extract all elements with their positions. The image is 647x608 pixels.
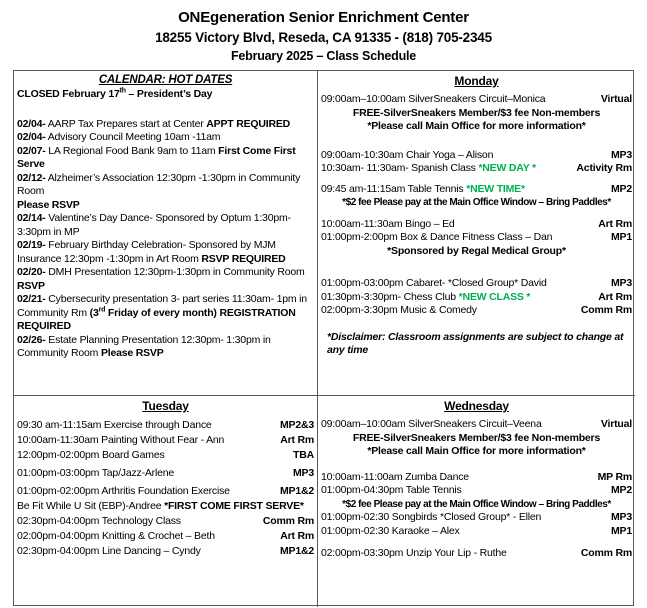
room-label: Virtual bbox=[600, 93, 632, 105]
schedule-row bbox=[321, 547, 632, 561]
room-label: MP1&2 bbox=[279, 485, 314, 497]
wednesday-cell bbox=[318, 396, 635, 607]
hot-date-item: 02/20- DMH Presentation 12:30pm-1:30pm in Community Room RSVP bbox=[17, 266, 305, 292]
schedule-row bbox=[17, 544, 314, 559]
event-text: 01:00pm-02:00pm Arthritis Foundation Exercise bbox=[17, 485, 230, 497]
schedule-row bbox=[321, 511, 632, 525]
note-line: *$2 fee Please pay at the Main Office Window – Bring Paddles* bbox=[342, 197, 611, 208]
schedule-subtitle: February 2025 – Class Schedule bbox=[230, 49, 417, 63]
hot-date-item: CLOSED February 17th – President’s Day bbox=[17, 87, 213, 100]
hot-date-item: 02/21- Cybersecurity presentation 3- part series 11:30am- 1pm in Community Rm (3rd Friday of every month) REGISTRATION REQUIRED bbox=[17, 293, 307, 332]
room-label: Art Rm bbox=[598, 290, 632, 303]
room-label: MP1&2 bbox=[279, 545, 314, 557]
room-label: MP3 bbox=[611, 148, 632, 161]
event-text: Be Fit While U Sit (EBP)-Andree *FIRST COME FIRST SERVE* bbox=[17, 500, 304, 512]
hot-date-item: 02/12- Alzheimer’s Association 12:30pm -1:30pm in Community Room bbox=[17, 171, 301, 197]
schedule-row bbox=[321, 471, 632, 485]
schedule-row bbox=[321, 484, 632, 498]
schedule-row bbox=[17, 514, 314, 529]
schedule-table bbox=[13, 70, 634, 606]
spacer bbox=[321, 176, 632, 183]
room-label: MP Rm bbox=[597, 470, 632, 483]
schedule-row bbox=[17, 499, 314, 514]
tuesday-lines bbox=[17, 418, 314, 559]
document-header bbox=[0, 0, 647, 63]
room-label: Activity Rm bbox=[576, 162, 632, 174]
tuesday-cell bbox=[14, 396, 318, 607]
room-label: Art Rm bbox=[280, 434, 314, 446]
monday-title: Monday bbox=[454, 74, 499, 88]
event-text: 01:00pm-02:30 Songbirds *Closed Group* - Ellen bbox=[321, 511, 542, 523]
event-text: 12:00pm-02:00pm Board Games bbox=[17, 449, 165, 461]
hot-dates-lines bbox=[17, 88, 314, 361]
spacer bbox=[17, 102, 314, 118]
note-line: FREE-SilverSneakers Member/$3 fee Non-members bbox=[352, 431, 601, 444]
schedule-row bbox=[17, 448, 314, 463]
schedule-row bbox=[17, 529, 314, 544]
room-label: Virtual bbox=[600, 418, 632, 430]
room-label: MP3 bbox=[611, 511, 632, 523]
event-text: 09:30 am-11:15am Exercise through Dance bbox=[17, 419, 212, 431]
note-line: *Please call Main Office for more information* bbox=[367, 445, 586, 457]
hot-dates-cell bbox=[14, 71, 318, 396]
room-label: TBA bbox=[293, 449, 314, 461]
room-label: MP1 bbox=[611, 231, 632, 243]
disclaimer-note: *Disclaimer: Classroom assignments are subject to change at any time bbox=[327, 330, 624, 356]
event-text: 09:00am-10:30am Chair Yoga – Alison bbox=[321, 148, 494, 161]
room-label: Art Rm bbox=[280, 530, 314, 542]
tuesday-title: Tuesday bbox=[142, 399, 189, 413]
event-text: 09:00am–10:00am SilverSneakers Circuit–Veena bbox=[321, 418, 542, 430]
schedule-row bbox=[321, 304, 632, 318]
spacer bbox=[321, 459, 632, 471]
note-line: *Please call Main Office for more information* bbox=[367, 120, 586, 132]
schedule-row bbox=[321, 291, 632, 305]
event-text: 10:00am-11:30am Bingo – Ed bbox=[321, 217, 455, 230]
spacer bbox=[321, 538, 632, 547]
event-text: 10:30am- 11:30am- Spanish Class *NEW DAY * bbox=[321, 162, 536, 174]
event-text: 10:00am-11:30am Painting Without Fear - Ann bbox=[17, 434, 225, 446]
room-label: MP2 bbox=[611, 484, 632, 496]
hot-date-item: Please RSVP bbox=[17, 198, 80, 211]
event-text: 01:30pm-3:30pm- Chess Club *NEW CLASS * bbox=[321, 290, 531, 303]
note-line: *$2 fee Please pay at the Main Office Window – Bring Paddles* bbox=[342, 498, 611, 510]
event-text: 01:00pm-03:00pm Cabaret- *Closed Group* David bbox=[321, 277, 547, 289]
hot-dates-title: CALENDAR: HOT DATES bbox=[98, 74, 233, 86]
event-text: 01:00pm-04:30pm Table Tennis bbox=[321, 484, 462, 496]
wednesday-lines bbox=[321, 418, 632, 561]
room-label: Comm Rm bbox=[580, 547, 632, 559]
schedule-row bbox=[321, 149, 632, 163]
event-text: 10:00am-11:00am Zumba Dance bbox=[321, 470, 469, 483]
note-line: FREE-SilverSneakers Member/$3 fee Non-members bbox=[352, 106, 601, 119]
event-text: 09:45 am-11:15am Table Tennis *NEW TIME* bbox=[321, 182, 525, 195]
wednesday-title: Wednesday bbox=[444, 399, 509, 413]
spacer bbox=[321, 318, 632, 331]
event-text: 01:00pm-02:30 Karaoke – Alex bbox=[321, 524, 460, 537]
event-text: 02:30pm-04:00pm Line Dancing – Cyndy bbox=[17, 545, 201, 557]
room-label: MP1 bbox=[611, 524, 632, 537]
schedule-row bbox=[321, 277, 632, 291]
event-text: 01:00pm-03:00pm Tap/Jazz-Arlene bbox=[17, 467, 175, 479]
event-text: 02:30pm-04:00pm Technology Class bbox=[17, 515, 181, 527]
spacer bbox=[321, 134, 632, 149]
address-line: 18255 Victory Blvd, Reseda, CA 91335 - (818) 705-2345 bbox=[155, 30, 492, 45]
schedule-row bbox=[321, 218, 632, 232]
room-label: Comm Rm bbox=[262, 515, 314, 527]
schedule-row bbox=[321, 231, 632, 245]
room-label: MP3 bbox=[611, 277, 632, 289]
event-text: 02:00pm-03:30pm Unzip Your Lip - Ruthe bbox=[321, 547, 507, 559]
schedule-row bbox=[17, 484, 314, 499]
hot-date-item: 02/04- Advisory Council Meeting 10am -11am bbox=[17, 131, 221, 143]
hot-date-item: 02/04- AARP Tax Prepares start at Center APPT REQUIRED bbox=[17, 117, 291, 130]
hot-date-item: 02/14- Valentine’s Day Dance- Sponsored by Optum 1:30pm-3:30pm in MP bbox=[17, 212, 291, 238]
monday-lines bbox=[321, 93, 632, 358]
monday-cell bbox=[318, 71, 635, 396]
room-label: MP2 bbox=[611, 182, 632, 195]
event-text: 02:00pm-04:00pm Knitting & Crochet – Beth bbox=[17, 530, 215, 542]
room-label: Art Rm bbox=[598, 217, 632, 230]
room-label: MP2&3 bbox=[279, 419, 314, 431]
schedule-row bbox=[321, 93, 632, 107]
room-label: Comm Rm bbox=[580, 304, 632, 316]
hot-date-item: 02/26- Estate Planning Presentation 12:30pm- 1:30pm in Community Room Please RSVP bbox=[17, 333, 271, 359]
page-title: ONEgeneration Senior Enrichment Center bbox=[178, 9, 469, 26]
event-text: 01:00pm-2:00pm Box & Dance Fitness Class – Dan bbox=[321, 231, 553, 243]
schedule-row bbox=[17, 433, 314, 448]
schedule-row bbox=[17, 466, 314, 481]
schedule-row bbox=[321, 162, 632, 176]
schedule-row bbox=[17, 418, 314, 433]
room-label: MP3 bbox=[293, 467, 314, 479]
hot-date-item: 02/07- LA Regional Food Bank 9am to 11am First Come First Serve bbox=[17, 144, 296, 170]
note-line: *Sponsored by Regal Medical Group* bbox=[387, 244, 566, 257]
hot-date-item: 02/19- February Birthday Celebration- Sponsored by MJM Insurance 12:30pm -1:30pm in Art Room RSVP REQUIRED bbox=[17, 239, 286, 265]
schedule-row bbox=[321, 525, 632, 539]
event-text: 09:00am–10:00am SilverSneakers Circuit–Monica bbox=[321, 93, 546, 105]
spacer bbox=[321, 258, 632, 277]
schedule-row bbox=[321, 183, 632, 197]
event-text: 02:00pm-3:30pm Music & Comedy bbox=[321, 304, 477, 316]
spacer bbox=[321, 210, 632, 218]
schedule-row bbox=[321, 418, 632, 432]
